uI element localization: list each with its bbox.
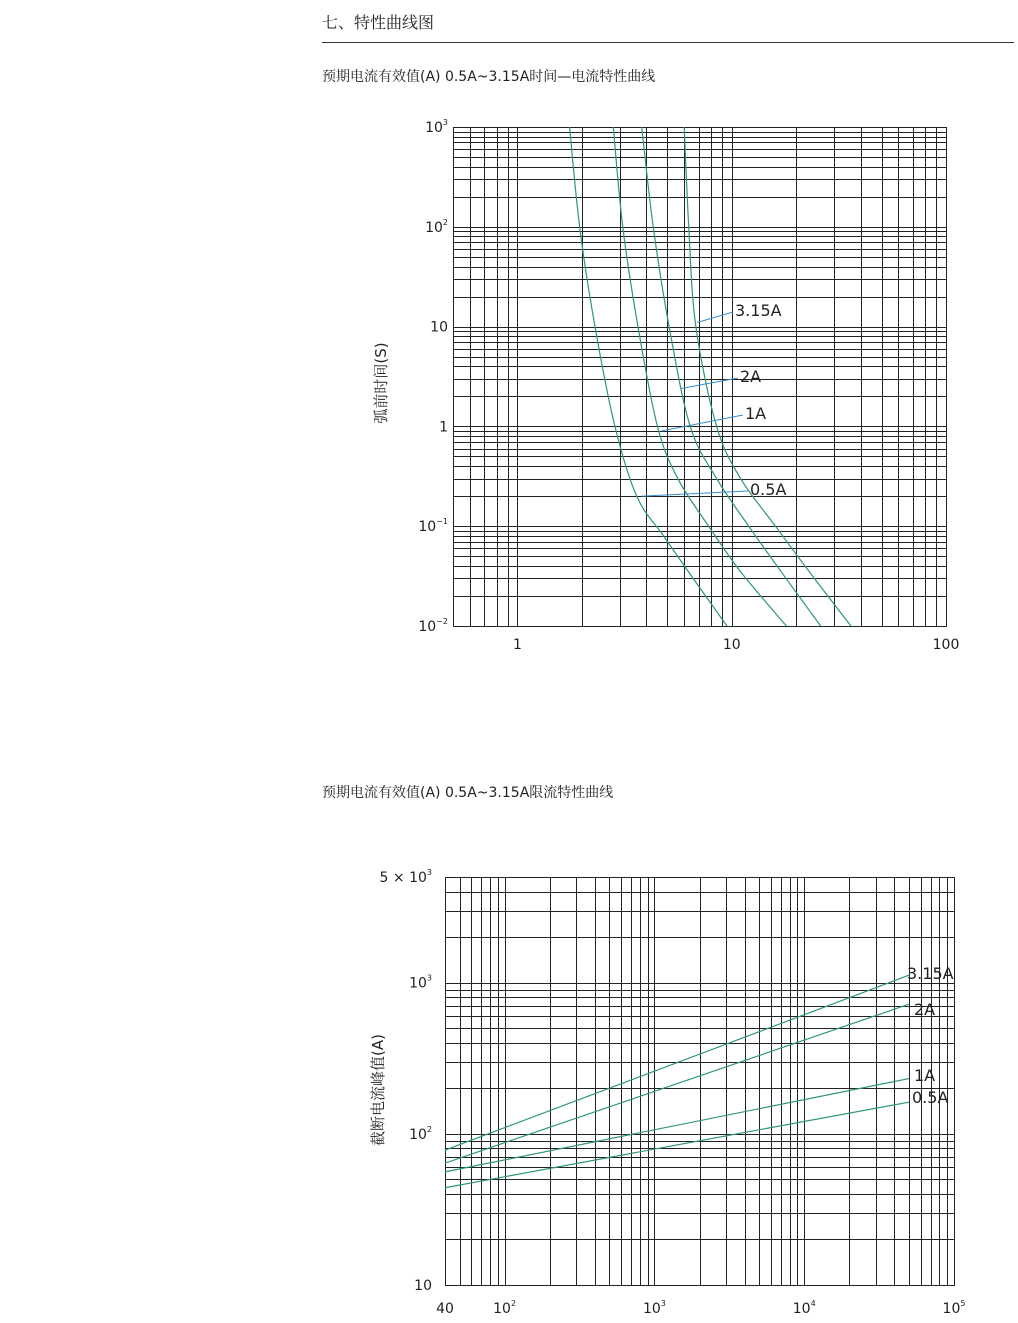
chart2-ytick-2 bbox=[409, 974, 432, 992]
chart1-ytick-1-base: 10 bbox=[418, 519, 437, 536]
chart2-xtick-2-exp: 3 bbox=[660, 1299, 666, 1308]
chart2-line-0.5A bbox=[445, 1102, 909, 1188]
chart2-xtick-2-base: 10 bbox=[642, 1301, 661, 1317]
chart2-xtick-1-exp: 2 bbox=[510, 1299, 517, 1308]
chart2-ylabel: 截断电流峰值(A) bbox=[369, 1034, 387, 1146]
chart1-ytick-2-base: 1 bbox=[439, 419, 448, 436]
chart2-xtick-1-base: 10 bbox=[493, 1301, 511, 1317]
chart2-xtick-3-exp: 4 bbox=[810, 1299, 816, 1308]
chart1-ytick-0-exp: −2 bbox=[436, 617, 448, 626]
chart2-title: 预期电流有效值(A) 0.5A~3.15A限流特性曲线 bbox=[322, 785, 614, 801]
chart2-series-label-3.15A: 3.15A bbox=[907, 964, 954, 983]
chart2-xtick-1 bbox=[493, 1299, 516, 1317]
chart2-grid bbox=[445, 877, 955, 1286]
chart2-series-label-2A: 2A bbox=[914, 1000, 936, 1019]
chart2-series-label-0.5A: 0.5A bbox=[912, 1088, 949, 1107]
chart2-ytick-3-base: 5 × 10 bbox=[379, 870, 427, 886]
chart2-ytick-3-exp: 3 bbox=[426, 868, 432, 877]
chart1-ytick-1-exp: −1 bbox=[436, 517, 448, 527]
chart2-ytick-0 bbox=[414, 1278, 432, 1294]
chart2-xtick-2 bbox=[643, 1299, 666, 1317]
chart1-ytick-5-exp: 3 bbox=[442, 118, 448, 127]
chart1-series-label-2A: 2A bbox=[740, 367, 762, 386]
chart2-xtick-3-base: 10 bbox=[792, 1301, 811, 1317]
chart2-xtick-0 bbox=[436, 1301, 454, 1317]
chart1-xtick-1: 10 bbox=[722, 637, 741, 653]
chart2-ytick-1-exp: 2 bbox=[426, 1124, 432, 1134]
chart1-ytick-0-base: 10 bbox=[418, 619, 437, 635]
chart1-xtick-2: 100 bbox=[932, 637, 960, 653]
chart2-ytick-1 bbox=[409, 1125, 432, 1143]
section-title: 七、特性曲线图 bbox=[322, 13, 435, 32]
chart2-xtick-0-base: 40 bbox=[436, 1301, 454, 1317]
chart1-ylabel: 弧前时间(S) bbox=[372, 342, 390, 424]
chart1-title: 预期电流有效值(A) 0.5A~3.15A时间—电流特性曲线 bbox=[322, 69, 656, 85]
chart2-ytick-1-base: 10 bbox=[409, 1126, 427, 1143]
chart2-xtick-4-base: 10 bbox=[942, 1301, 961, 1317]
chart2-ytick-2-base: 10 bbox=[409, 975, 427, 992]
chart1-ytick-5-base: 10 bbox=[425, 120, 443, 136]
chart1-ytick-4-base: 10 bbox=[425, 219, 443, 236]
chart1-ytick-3-base: 10 bbox=[430, 319, 448, 336]
chart2-series-label-1A: 1A bbox=[914, 1066, 936, 1085]
chart1-series-label-0.5A: 0.5A bbox=[750, 480, 787, 499]
chart2-xtick-3 bbox=[793, 1299, 816, 1317]
chart2-ytick-2-exp: 3 bbox=[426, 973, 432, 983]
chart2-xtick-4 bbox=[943, 1299, 966, 1317]
chart2-xtick-4-exp: 5 bbox=[960, 1299, 966, 1308]
chart2-ytick-0-base: 10 bbox=[414, 1278, 432, 1294]
chart1-series-label-1A: 1A bbox=[745, 404, 767, 423]
chart2-ytick-3 bbox=[380, 868, 432, 886]
chart1-ytick-4-exp: 2 bbox=[442, 217, 448, 227]
chart1-xtick-0: 1 bbox=[513, 637, 522, 653]
chart1-series-label-3.15A: 3.15A bbox=[735, 301, 782, 320]
